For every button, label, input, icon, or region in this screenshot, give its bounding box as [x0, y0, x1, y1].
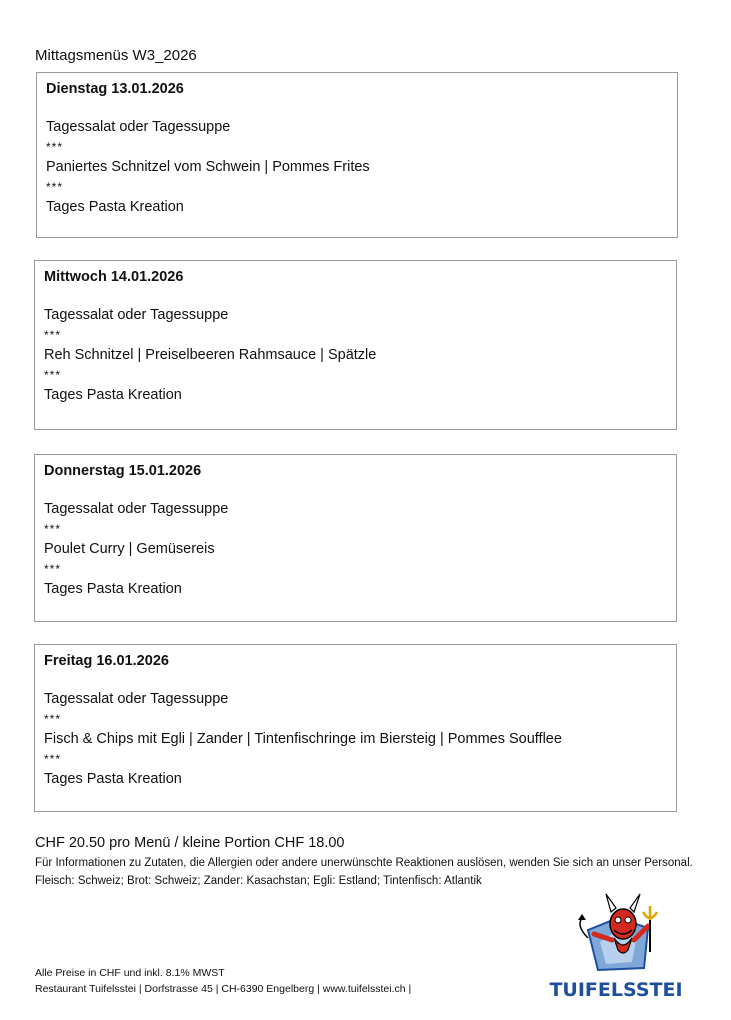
day-title: Dienstag 13.01.2026 [46, 81, 184, 97]
price-line: CHF 20.50 pro Menü / kleine Portion CHF 18.00 [35, 835, 345, 851]
tuifelsstei-logo [548, 890, 684, 1002]
menu-line: Tages Pasta Kreation [46, 199, 184, 215]
document-title: Mittagsmenüs W3_2026 [35, 47, 197, 64]
logo-text: TUIFELSSTEI [549, 979, 683, 1001]
allergen-info: Für Informationen zu Zutaten, die Allergien oder andere unerwünschte Reaktionen auslösen, wenden Sie sich an unser Personal. Fleisch: Schweiz; Brot: Schweiz; Zander: Kasachstan; Egli: Estland; Tintenfisch: Atlantik [35, 857, 693, 887]
devil-mascot-icon [548, 890, 684, 1002]
menu-line: Poulet Curry | Gemüsereis [44, 541, 215, 557]
menu-line: Fisch & Chips mit Egli | Zander | Tintenfischringe im Biersteig | Pommes Soufflee [44, 731, 562, 747]
footer [35, 965, 411, 997]
separator: *** [44, 328, 62, 342]
day-box-friday [34, 644, 677, 812]
separator: *** [46, 180, 64, 194]
footer-vat-note: Alle Preise in CHF und inkl. 8.1% MWST [35, 967, 225, 979]
menu-line: Tagessalat oder Tagessuppe [44, 691, 229, 707]
day-box-thursday [34, 454, 677, 622]
day-box-wednesday [34, 260, 677, 430]
menu-line: Tagessalat oder Tagessuppe [44, 501, 229, 517]
separator: *** [44, 712, 62, 726]
menu-line: Tagessalat oder Tagessuppe [46, 119, 231, 135]
menu-line: Tages Pasta Kreation [44, 387, 182, 403]
day-title: Donnerstag 15.01.2026 [44, 463, 202, 479]
menu-line: Reh Schnitzel | Preiselbeeren Rahmsauce | Spätzle [44, 347, 377, 363]
separator: *** [44, 562, 62, 576]
separator: *** [46, 140, 64, 154]
separator: *** [44, 368, 62, 382]
day-title: Mittwoch 14.01.2026 [44, 269, 184, 285]
menu-line: Tages Pasta Kreation [44, 771, 182, 787]
footer-address: Restaurant Tuifelsstei | Dorfstrasse 45 | CH-6390 Engelberg | www.tuifelsstei.ch | [35, 983, 412, 995]
menu-line: Tages Pasta Kreation [44, 581, 182, 597]
day-box-tuesday [36, 72, 678, 238]
separator: *** [44, 752, 62, 766]
day-title: Freitag 16.01.2026 [44, 653, 169, 669]
menu-line: Tagessalat oder Tagessuppe [44, 307, 229, 323]
separator: *** [44, 522, 62, 536]
menu-line: Paniertes Schnitzel vom Schwein | Pommes Frites [46, 159, 370, 175]
